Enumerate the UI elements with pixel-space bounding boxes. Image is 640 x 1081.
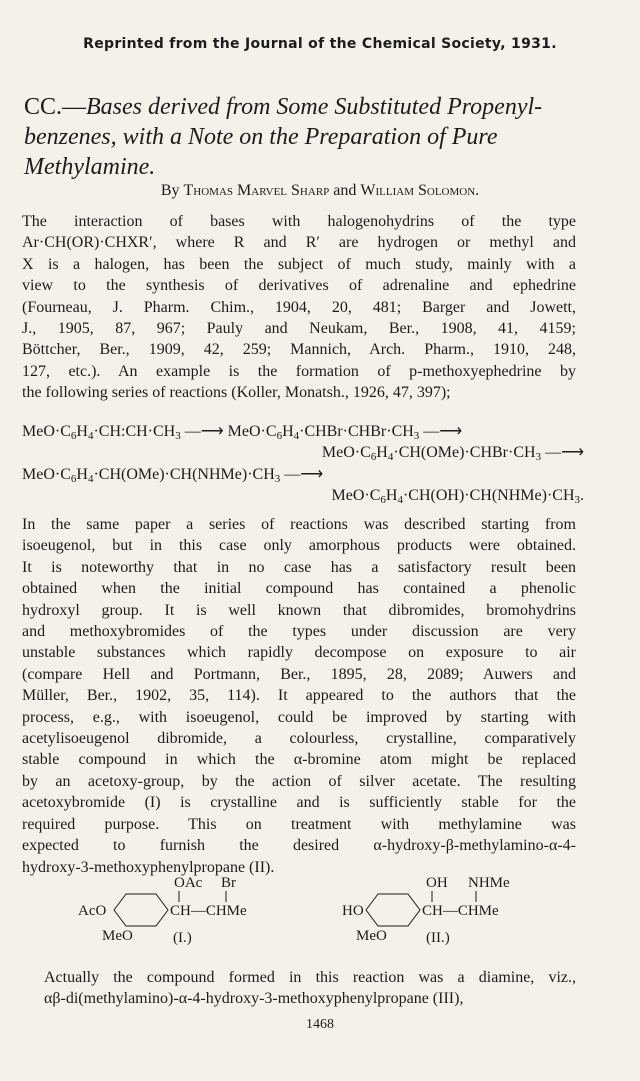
text-line: J., 1905, 87, 967; Pauly and Neukam, Ber., 1908, 41, 4159; [22, 320, 576, 338]
text-line: process, e.g., with isoeugenol, could be improved by starting with [22, 708, 576, 726]
scheme-line-1: $MeO\cdot C_6H_4\cdot CH:CH\cdot CH_3$ —⟶ $MeO\cdot C_6H_4\cdot CHBr\cdot CHBr\cdot CH_3$ —⟶ [22, 423, 463, 442]
text-line: (Fourneau, J. Pharm. Chim., 1904, 20, 481; Barger and Jowett, [22, 298, 576, 316]
author-sharp: Thomas Marvel Sharp [183, 182, 330, 199]
text-line: X is a halogen, has been the subject of much study, mainly with a [22, 255, 576, 273]
reaction-arrow: —⟶ [284, 465, 324, 483]
paragraph-discussion [22, 514, 576, 878]
text-line: Actually the compound formed in this reaction was a diamine, viz., [44, 969, 576, 986]
svg-text:(II.): (II.) [426, 930, 450, 946]
text-line: In the same paper a series of reactions was described starting from [22, 516, 576, 533]
svg-text:MeO: MeO [356, 928, 387, 944]
text-line: the following series of reactions (Koller, Monatsh., 1926, 47, 397); [22, 384, 451, 402]
title-line-1: Bases derived from Some Substituted Propenyl- [86, 94, 543, 120]
page-number: 1468 [306, 1017, 334, 1032]
text-line: obtained when the initial compound has contained a phenolic [22, 580, 576, 598]
text-line: 127, etc.). An example is the formation of p-methoxyephedrine by [22, 362, 576, 380]
text-line: αβ-di(methylamino)-α-4-hydroxy-3-methoxyphenylpropane (III), [44, 990, 464, 1008]
reprint-header: Reprinted from the Journal of the Chemical Society, 1931. [83, 36, 557, 52]
reaction-arrow: —⟶ [423, 423, 463, 440]
svg-text:OH: OH [426, 875, 448, 891]
author-line: By Thomas Marvel Sharp and William Solomon. [160, 182, 480, 199]
text-line: acetylisoeugenol dibromide, a colourless, crystalline, comparatively [22, 730, 576, 748]
text-line: view to the synthesis of derivatives of adrenaline and ephedrine [22, 277, 576, 295]
text-line: It is noteworthy that in no case has a satisfactory result been [22, 558, 576, 576]
svg-text:CH—CHMe: CH—CHMe [422, 903, 499, 919]
svg-text:HO: HO [342, 903, 364, 919]
svg-text:(I.): (I.) [173, 930, 192, 946]
structure-II-drawing [342, 870, 562, 950]
reaction-arrow: —⟶ [184, 423, 224, 440]
text-line: hydroxyl group. It is well known that dibromides, bromohydrins [22, 601, 576, 619]
structure-I-drawing [78, 870, 298, 950]
text-line: expected to furnish the desired α-hydroxy-β-methylamino-α-4- [22, 837, 576, 855]
scheme-line-4: $MeO\cdot C_6H_4\cdot CH(OH)\cdot CH(NHMe)\cdot CH_3$. [331, 487, 584, 507]
text-line: Ar·CH(OR)·CHXR′, where R and R′ are hydrogen or methyl and [22, 234, 576, 252]
text-line: (compare Hell and Portmann, Ber., 1895, 28, 2089; Auwers and [22, 665, 576, 683]
text-line: The interaction of bases with halogenohydrins of the type [22, 213, 576, 230]
text-line: isoeugenol, but in this case only amorphous products were obtained. [22, 537, 576, 555]
svg-text:Br: Br [221, 875, 236, 891]
svg-text:AcO: AcO [78, 903, 107, 919]
structure-I [78, 870, 298, 954]
text-line: by an acetoxy-group, by the action of silver acetate. The resulting [22, 772, 576, 790]
text-line: unstable substances which rapidly decompose on exposure to air [22, 644, 576, 662]
article-title: CC.—Bases derived from Some Substituted Propenyl- benzenes, with a Note on the Preparation of Pure Methylamine. [24, 92, 620, 182]
paragraph-intro [22, 211, 576, 404]
text-line: Böttcher, Ber., 1909, 42, 259; Mannich, Arch. Pharm., 1910, 248, [22, 341, 576, 359]
structure-II [342, 870, 562, 954]
svg-text:NHMe: NHMe [468, 875, 510, 891]
reaction-arrow: —⟶ [545, 444, 584, 462]
text-line: required purpose. This on treatment with methylamine was [22, 815, 576, 833]
title-line-2: benzenes, with a Note on the Preparation of Pure [24, 124, 498, 150]
text-line: acetoxybromide (I) is crystalline and is sufficiently stable for the [22, 794, 576, 812]
author-solomon: William Solomon. [360, 182, 480, 199]
scheme-line-3: $MeO\cdot C_6H_4\cdot CH(OMe)\cdot CH(NHMe)\cdot CH_3$ —⟶ [22, 465, 324, 485]
text-line: hydroxy-3-methoxyphenylpropane (II). [22, 858, 275, 876]
svg-text:CH—CHMe: CH—CHMe [170, 903, 247, 919]
title-number: CC. [24, 94, 63, 120]
svg-text:MeO: MeO [102, 928, 133, 944]
reaction-scheme [22, 421, 584, 507]
paragraph-diamine [22, 967, 576, 1010]
scheme-line-2: $MeO\cdot C_6H_4\cdot CH(OMe)\cdot CHBr\cdot CH_3$ —⟶ [321, 444, 584, 464]
text-line: stable compound in which the α-bromine atom might be replaced [22, 751, 576, 769]
text-line: and methoxybromides of the types under discussion are very [22, 623, 576, 641]
title-line-3: Methylamine. [24, 154, 156, 180]
svg-text:OAc: OAc [174, 875, 203, 891]
text-line: Müller, Ber., 1902, 35, 114). It appeared to the authors that the [22, 687, 576, 705]
